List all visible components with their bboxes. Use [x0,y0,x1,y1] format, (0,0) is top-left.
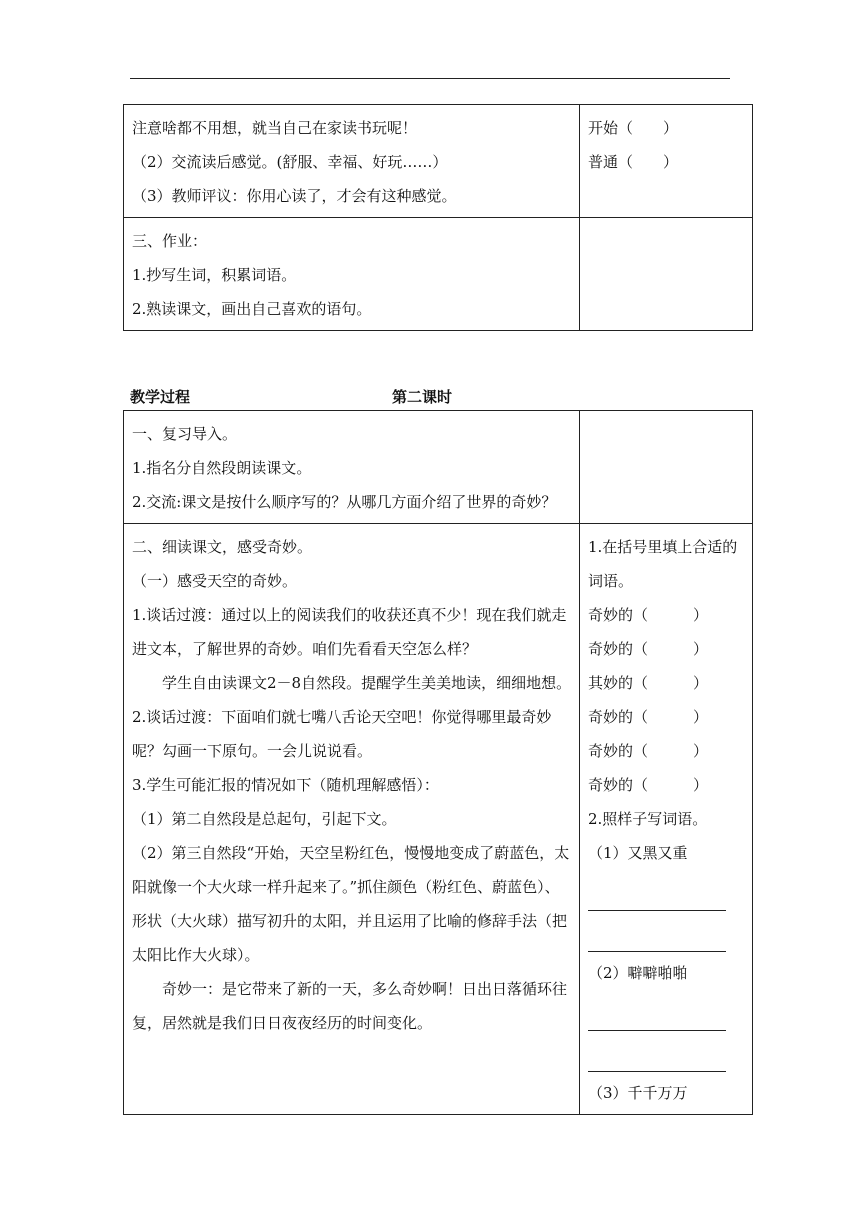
exercise-item: 奇妙的（ ） [588,776,709,794]
paragraph: 一、复习导入。 [132,425,238,443]
notes-cell [580,411,753,524]
exercise-item: 奇妙的（ ） [588,742,709,760]
exercise-item: 奇妙的（ ） [588,640,709,658]
exercise-instruction: 2.照样子写词语。 [588,810,708,828]
notes-cell [580,218,753,331]
example-word: （2）噼噼啪啪 [588,964,688,982]
paragraph: （2）第三自然段“开始，天空呈粉红色，慢慢地变成了蔚蓝色，太阳就像一个大火球一样升起来了。”抓住颜色（粉红色、蔚蓝色）、形状（大火球）描写初升的太阳，并且运用了比喻的修辞手法（把太阳比作大火球）。 [132,844,570,964]
table-row [124,524,753,1115]
table-row [124,218,753,331]
paragraph: 3.学生可能汇报的情况如下（随机理解感悟）： [132,776,439,794]
content-cell [124,524,580,1115]
blank-line [588,870,726,911]
paragraph: 1.抄写生词，积累词语。 [132,266,297,284]
paragraph: （1）第二自然段是总起句，引起下文。 [132,810,397,828]
blank-line [588,990,726,1031]
paragraph: 2.谈话过渡：下面咱们就七嘴八舌论天空吧！你觉得哪里最奇妙呢？勾画一下原句。一会儿说说看。 [132,708,552,760]
example-word: （3）千千万万 [588,1084,688,1102]
content-cell [124,218,580,331]
paragraph: 2.熟读课文，画出自己喜欢的语句。 [132,300,372,318]
paragraph: （2）交流读后感觉。(舒服、幸福、好玩……） [132,153,448,171]
blank-line [588,911,726,952]
paragraph: 三、作业： [132,232,208,250]
table-row [124,105,753,218]
rating-option: 普通（ ） [588,153,679,171]
exercise-instruction: 1.在括号里填上合适的词语。 [588,538,738,590]
header-rule [130,78,730,79]
paragraph: 2.交流:课文是按什么顺序写的？从哪几方面介绍了世界的奇妙？ [132,493,557,511]
paragraph: （3）教师评议：你用心读了，才会有这种感觉。 [132,187,457,205]
exercise-item: 其妙的（ ） [588,674,709,692]
notes-cell [580,105,753,218]
paragraph: 学生自由读课文2－8自然段。提醒学生美美地读，细细地想。 [162,674,572,692]
exercise-cell [580,524,753,1115]
paragraph: 注意啥都不用想，就当自己在家读书玩呢！ [132,119,418,137]
exercise-item: 奇妙的（ ） [588,708,709,726]
paragraph: 1.谈话过渡：通过以上的阅读我们的收获还真不少！现在我们就走进文本，了解世界的奇妙。咱们先看看天空怎么样？ [132,606,567,658]
exercise-item: 奇妙的（ ） [588,606,709,624]
section-label: 教学过程 [130,388,191,406]
paragraph: 1.指名分自然段朗读课文。 [132,459,312,477]
table-first-lesson-end [123,104,753,331]
lesson-title: 第二课时 [392,388,453,406]
table-row [124,411,753,524]
blank-line [588,1031,726,1072]
content-cell [124,105,580,218]
example-word: （1）又黑又重 [588,844,688,862]
paragraph: （一）感受天空的奇妙。 [132,572,298,590]
paragraph: 二、细读课文，感受奇妙。 [132,538,313,556]
table-second-lesson [123,410,753,1115]
paragraph: 奇妙一：是它带来了新的一天，多么奇妙啊！日出日落循环往复，居然就是我们日日夜夜经历的时间变化。 [132,980,568,1032]
content-cell [124,411,580,524]
rating-option: 开始（ ） [588,119,679,137]
